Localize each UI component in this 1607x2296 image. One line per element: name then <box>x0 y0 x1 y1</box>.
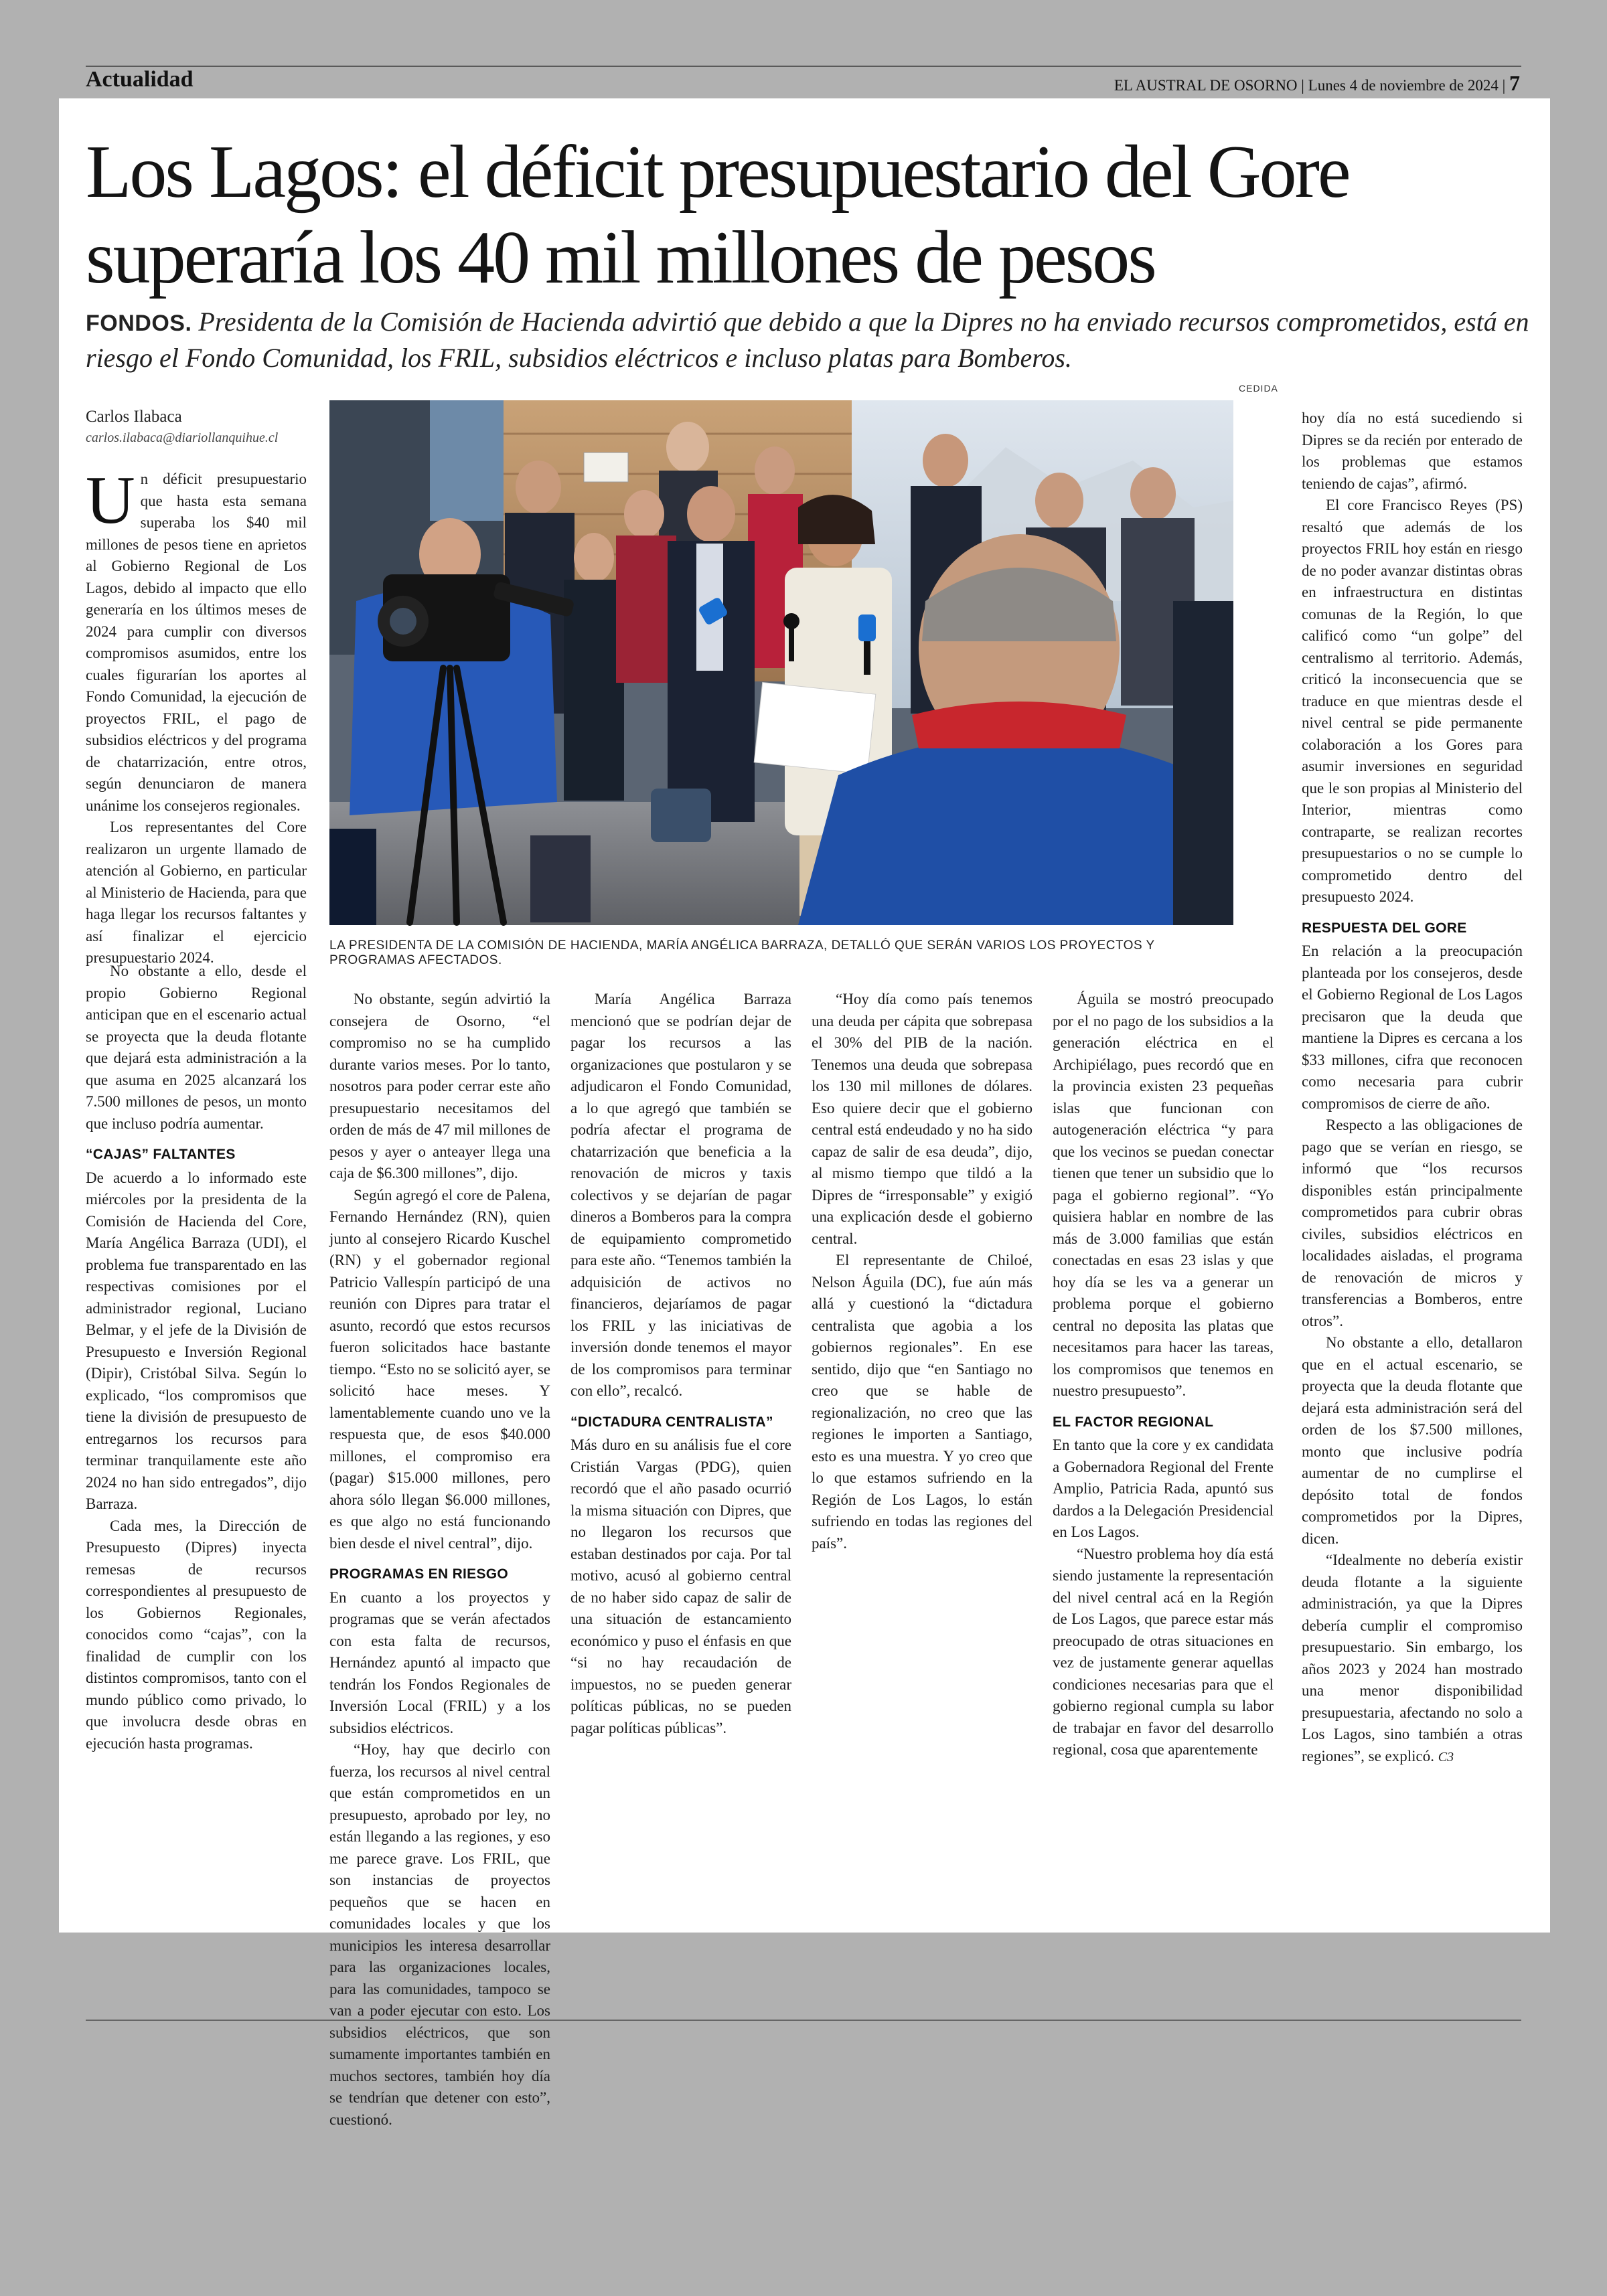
section-label: Actualidad <box>86 67 194 92</box>
newspaper-page <box>59 98 1550 2128</box>
article-column-1-top <box>86 463 307 966</box>
paragraph: Cada mes, la Dirección de Presupuesto (Dipres) inyecta remesas de recursos correspondientes al presupuesto de los Gobiernos Regionales, conocidos como “cajas”, con la finalidad de cumplir con los distintos compromisos, tanto con el mundo público como privado, lo que involucra desde obras en ejecución hasta programas. <box>86 1517 307 1752</box>
press-photo <box>329 400 1233 925</box>
author-name: Carlos Ilabaca <box>86 408 182 426</box>
subheading-dictadura: “DICTADURA CENTRALISTA” <box>570 1414 773 1430</box>
paragraph: No obstante, según advirtió la consejera de Osorno, “el compromiso no se ha cumplido durante varios meses. Por lo tanto, nosotros para poder cerrar este año presupuestario necesitamos del orden de más de 47 mil millones de pesos y ayer o anteayer llega una caja de $6.300 millones”, dijo. <box>329 991 550 1181</box>
lead-paragraph <box>86 463 307 817</box>
page-number: 7 <box>1509 71 1520 95</box>
photo-caption: LA PRESIDENTA DE LA COMISIÓN DE HACIENDA, MARÍA ANGÉLICA BARRAZA, DETALLÓ QUE SERÁN VARIOS LOS PROYECTOS Y PROGRAMAS AFECTADOS. <box>329 938 1155 967</box>
paragraph: Según agregó el core de Palena, Fernando Hernández (RN), quien junto al consejero Ricardo Kuschel (RN) y el gobernador regional Patricio Vallespín participó de una reunión con Dipres para tratar el asunto, recordó que estos recursos fueron solicitados hace bastante tiempo. “Esto no se solicitó ayer, se solicitó hace meses. Y lamentablemente cuando uno ve la respuesta que, de esos $40.000 millones, el compromiso era (pagar) $15.000 millones, pero ahora sólo llegan $6.000 millones, es que algo no está funcionando bien desde el nivel central”, dijo. <box>329 1186 550 1552</box>
paragraph: En relación a la preocupación planteada por los consejeros, desde el Gobierno Regional de Los Lagos precisaron que la deuda que mantiene la Dipres es cercana a los $33 millones, cifra que reconocen como necesaria para cubrir compromisos de cierre de año. <box>1302 942 1523 1112</box>
deck <box>86 305 1532 376</box>
paragraph: Más duro en su análisis fue el core Cristián Vargas (PDG), quien recordó que el año pasado ocurrió la misma situación con Dipres, que no llegaron los recursos que estaban destinados por caja. Por tal motivo, acusó al gobierno central de no haber sido capaz de salir de una situación de estancamiento económico y puso el énfasis en que “si no hay recaudación de impuestos, no se pueden generar políticas públicas, no se pueden pagar políticas públicas”. <box>570 1437 791 1736</box>
drop-cap: U <box>86 463 135 538</box>
paragraph: El core Francisco Reyes (PS) resaltó que además de los proyectos FRIL hoy están en riesgo de no poder avanzar distintas obras en infraestructura en distintas comunas de la Región, lo que calificó como “un golpe” del centralismo al territorio. Además, criticó la inconsecuencia que se traduce en que mientras desde el nivel central se pide permanente colaboración a los Gores para asumir inversiones en seguridad que le son propias al Ministerio del Interior, mientras como contraparte, se realizan recortes presupuestarios o no se cumple lo comprometido dentro del presupuesto 2024. <box>1302 497 1523 905</box>
article-column-6 <box>1302 408 1523 2005</box>
paragraph: De acuerdo a lo informado este miércoles por la presidenta de la Comisión de Hacienda del Core, María Angélica Barraza (UDI), el problema fue transparentado en las respectivas comisiones por el administrador regional, Luciano Belmar, y el jefe de la División de Presupuesto e Inversión Regional (Dipir), Cristóbal Silva. Según lo explicado, “los compromisos que tiene la división de presupuesto de entregarnos los recursos para terminar tranquilamente este año 2024 no han sido entregados”, dijo Barraza. <box>86 1169 307 1512</box>
subheading-respuesta: RESPUESTA DEL GORE <box>1302 920 1467 936</box>
paragraph: “Hoy día como país tenemos una deuda per cápita que sobrepasa el 30% del PIB de la nación. Tenemos una deuda que sobrepasa los 130 mil millones de dólares. Eso quiere decir que el gobierno central está endeudado y no ha sido capaz de salir de esa deuda”, dijo, al mismo tiempo que tildó a la Dipres de “irresponsable” y exigió una explicación desde el gobierno central. <box>812 991 1032 1247</box>
paragraph: No obstante a ello, detallaron que en el actual escenario, se proyecta que la deuda flotante que dejará esta administración será del orden de los $7.500 millones, monto que inclusive podría aumentar de no cumplirse el depósito total de fondos comprometidos por la Dipres, dicen. <box>1302 1334 1523 1547</box>
paragraph: hoy día no está sucediendo si Dipres se da recién por enterado de los problemas que estamos teniendo de cajas”, afirmó. <box>1302 410 1523 492</box>
subheading-cajas: “CAJAS” FALTANTES <box>86 1147 236 1162</box>
newspaper-name: EL AUSTRAL DE OSORNO <box>1114 77 1298 94</box>
article-column-5 <box>1053 989 1274 2005</box>
article-column-4 <box>812 989 1032 2005</box>
lead-paragraph-text: n déficit presupuestario que hasta esta semana superaba los $40 mil millones de pesos tiene en aprietos al Gobierno Regional de Los Lagos, debido al impacto que ello generaría en los últimos meses de 2024 para cumplir con diversos compromisos asumidos, entre los cuales figurarían los aportes al Fondo Comunidad, la ejecución de proyectos FRIL, el pago de subsidios eléctricos y del programa de chatarrización, entre otros, según denunciaron de manera unánime los consejeros regionales. <box>86 471 307 814</box>
paragraph: El representante de Chiloé, Nelson Águila (DC), fue aún más allá y cuestionó la “dictadura centralista que agobia a los gobiernos regionales”. En ese sentido, dijo que “en Santiago no creo que se hable de regionalización, no creo que las regiones le importen a Santiago, esto es una muestra. Y yo creo que lo que estamos sufriendo en la Región de Los Lagos, lo están sufriendo en todas las regiones del país”. <box>812 1252 1032 1552</box>
paragraph: “Nuestro problema hoy día está siendo justamente la representación del nivel central acá en la Región de Los Lagos, que parece estar más preocupado de otras situaciones en vez de justamente generar aquellas condiciones necesarias para que el gobierno regional cumpla su labor de trabajar en favor del desarrollo regional, cosa que aparentemente <box>1053 1545 1274 1758</box>
closing-quote-text: “Idealmente no debería existir deuda flotante a la siguiente administración, ya que la Dipres debería cumplir el compromiso presupuestario. Sin embargo, los años 2023 y 2024 han mostrado una menor disponibilidad presupuestaria, afectando no solo a Los Lagos, sino también a otras regiones”, se explicó. <box>1302 1552 1523 1765</box>
article-column-2 <box>329 989 550 2128</box>
paragraph: No obstante a ello, desde el propio Gobierno Regional anticipan que en el escenario actual se proyecta que la deuda flotante que dejará esta administración a la que asuma en 2025 alcanzará los 7.500 millones de pesos, un monto que incluso podría aumentar. <box>86 963 307 1132</box>
subheading-factor-regional: EL FACTOR REGIONAL <box>1053 1414 1214 1430</box>
masthead-separator: | <box>1301 77 1308 94</box>
paragraph: María Angélica Barraza mencionó que se podrían dejar de pagar los recursos a las organizaciones que postularon y se adjudicaron el Fondo Comunidad, a lo que agregó que también se podría afectar el programa de chatarrización que beneficia a la renovación de micros y taxis colectivos y se dejarían de pagar dineros a Bomberos para la compra de equipamiento comprometido para este año. “Tenemos también la adquisición de activos no financieros, dejaríamos de pagar los FRIL y las iniciativas de inversión donde tenemos el mayor de los compromisos para terminar con ello”, recalcó. <box>570 991 791 1399</box>
paragraph: En tanto que la core y ex candidata a Gobernadora Regional del Frente Amplio, Patricia Rada, apuntó sus dardos a la Delegación Presidencial en Los Lagos. <box>1053 1437 1274 1540</box>
paragraph: Respecto a las obligaciones de pago que se verían en riesgo, se informó que “los recursos disponibles están principalmente comprometidos para cubrir obras civiles, subsidios eléctricos en localidades aisladas, el programa de renovación de micros y transferencias a Bomberos, entre otros”. <box>1302 1117 1523 1329</box>
headline: Los Lagos: el déficit presupuestario del Gore superaría los 40 mil millones de pesos <box>86 131 1349 299</box>
paragraph: Águila se mostró preocupado por el no pago de los subsidios a la generación eléctrica en el Archipiélago, pues recordó que en la provincia existen 23 pequeñas islas que funcionan con autogeneración eléctrica “y para que los vecinos se puedan conectar tienen que tener un subsidio que lo paga el gobierno regional”. “Yo quisiera hablar en nombre de las más de 3.000 familias que están conectadas en esas 23 islas y que hoy día se les va a generar un problema porque el gobierno central no deposita las platas que necesitamos para hacer las tareas, los compromisos que tenemos en nuestro presupuesto”. <box>1053 991 1274 1399</box>
deck-kicker: FONDOS. <box>86 311 192 336</box>
masthead-separator: | <box>1502 77 1509 94</box>
paragraph: En cuanto a los proyectos y programas que se verán afectados con esta falta de recursos, Hernández apuntó al impacto que tendrán los Fondos Regionales de Inversión Local (FRIL) y a los subsidios eléctricos. <box>329 1588 550 1736</box>
bottom-rule <box>86 2020 1521 2021</box>
publication-date: Lunes 4 de noviembre de 2024 <box>1308 77 1499 94</box>
byline <box>86 408 307 446</box>
paragraph: Los representantes del Core realizaron un urgente llamado de atención al Gobierno, en particular al Ministerio de Hacienda, para que haga llegar los recursos faltantes y así finalizar el ejercicio presupuestario 2024. <box>86 819 307 966</box>
paragraph <box>1302 1550 1523 1768</box>
top-rule <box>86 66 1521 67</box>
end-mark: C3 <box>1438 1749 1454 1765</box>
article-column-1 <box>86 961 307 2005</box>
photo-credit: CEDIDA <box>1239 383 1278 394</box>
author-email: carlos.ilabaca@diariollanquihue.cl <box>86 430 279 445</box>
article-column-3 <box>570 989 791 2005</box>
paragraph: “Hoy, hay que decirlo con fuerza, los recursos al nivel central que están comprometidos en un presupuesto, aprobado por ley, no están llegando a las regiones, y eso me parece grave. Los FRIL, que son instancias de proyectos pequeños que se hacen en comunidades locales y que los municipios les interesa desarrollar para las organizaciones locales, para las comunidades, tampoco se van a poder ejecutar con esto. Los subsidios eléctricos, que son sumamente importantes también en muchos sectores, también hoy día se tendrían que detener con esto”, cuestionó. <box>329 1741 550 2128</box>
masthead <box>1114 71 1520 96</box>
deck-text: Presidenta de la Comisión de Hacienda advirtió que debido a que la Dipres no ha enviado recursos comprometidos, está en riesgo el Fondo Comunidad, los FRIL, subsidios eléctricos e incluso platas para Bomberos. <box>86 307 1529 373</box>
subheading-programas: PROGRAMAS EN RIESGO <box>329 1566 509 1582</box>
press-photo-illustration <box>329 400 1233 925</box>
